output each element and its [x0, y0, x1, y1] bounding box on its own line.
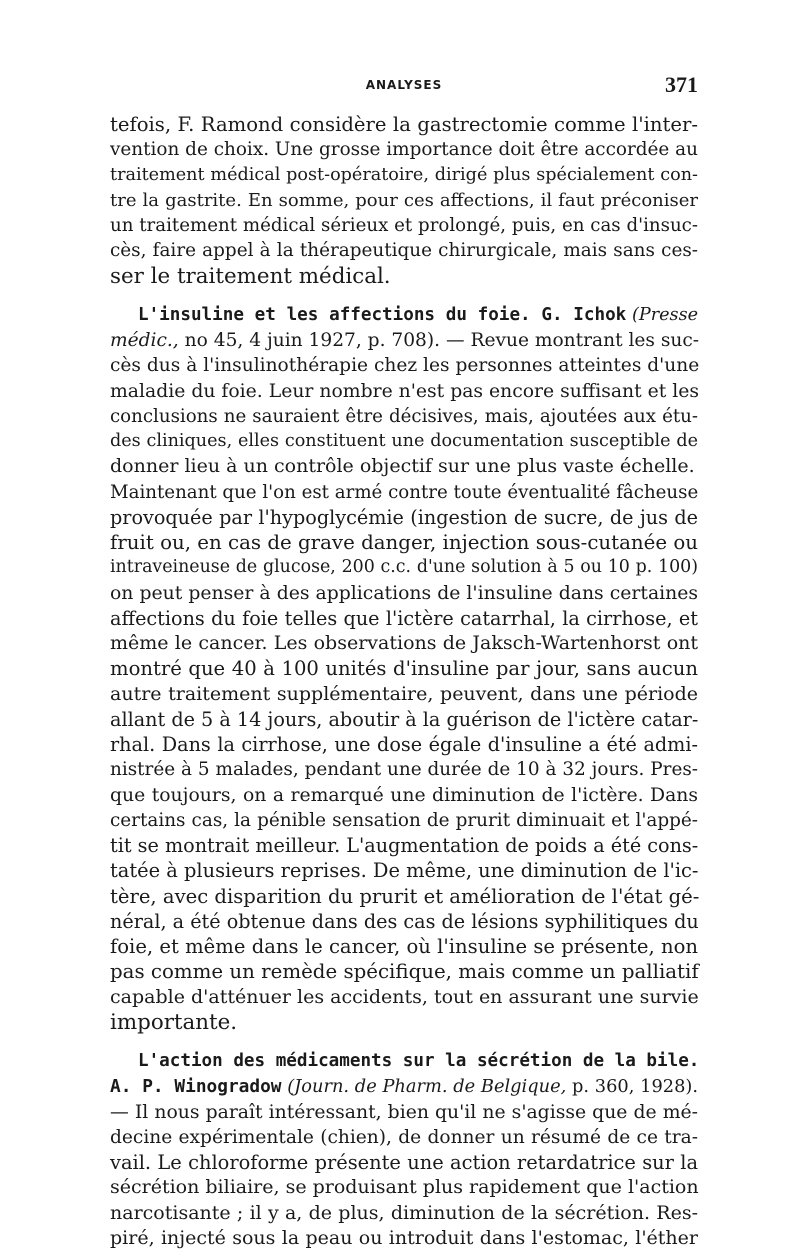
page-number: 371	[665, 72, 698, 97]
text-line: un traitement médical sérieux et prolongé, puis, en cas d'insuc-	[110, 215, 698, 236]
text-line: tatée à plusieurs reprises. De même, une diminution de l'ic-	[110, 859, 699, 883]
text-line: pas comme un remède spécifique, mais comme un palliatif	[110, 960, 699, 984]
citation-rest: no 45, 4 juin 1927, p. 708). — Revue montrant les suc-	[184, 330, 700, 351]
text-line: provoquée par l'hypoglycémie (ingestion de sucre, de jus de	[110, 505, 698, 529]
source-journal-abbrev: médic.,	[110, 330, 179, 351]
article-author: A. P. Winogradow	[110, 1076, 282, 1098]
article-heading-line	[110, 1049, 698, 1074]
text-line: capable d'atténuer les accidents, tout en assurant une survie	[110, 985, 699, 1008]
text-line: que toujours, on a remarqué une diminution de l'ictère. Dans	[110, 784, 698, 806]
source-journal: (Presse	[632, 304, 699, 325]
text-line: néral, a été obtenue dans des cas de lésions syphilitiques du	[110, 909, 699, 933]
text-line: rhal. Dans la cirrhose, une dose égale d'insuline a été admi-	[110, 733, 698, 756]
text-line: vail. Le chloroforme présente une action retardatrice sur la	[110, 1151, 698, 1174]
text-line: tère, avec disparition du prurit et amélioration de l'état gé-	[110, 884, 700, 908]
citation-line	[110, 328, 698, 353]
citation-line	[110, 1074, 698, 1099]
text-line: piré, injecté sous la peau ou introduit dans l'estomac, l'éther	[110, 1226, 698, 1249]
text-line: ser le traitement médical.	[110, 263, 391, 289]
text-line: decine expérimentale (chien), de donner un résumé de ce tra-	[110, 1126, 698, 1148]
paragraph-continuation	[110, 112, 698, 289]
text-line: tit se montrait meilleur. L'augmentation de poids a été cons-	[110, 834, 699, 857]
page	[110, 72, 698, 1251]
text-line: fruit ou, en cas de grave danger, injection sous-cutanée ou	[110, 531, 698, 554]
text-line: intraveineuse de glucose, 200 c.c. d'une solution à 5 ou 10 p. 100)	[110, 557, 698, 578]
text-line: conclusions ne sauraient être décisives, mais, ajoutées aux étu-	[110, 405, 698, 427]
text-line: cès dus à l'insulinothérapie chez les personnes atteintes d'une	[110, 355, 700, 377]
text-line: — Il nous paraît intéressant, bien qu'il ne s'agisse que de mé-	[110, 1101, 698, 1123]
text-line: foie, et même dans le cancer, où l'insuline se présente, non	[110, 935, 698, 958]
text-line: narcotisante ; il y a, de plus, diminution de la sécrétion. Res-	[110, 1201, 698, 1224]
text-line: tefois, F. Ramond considère la gastrectomie comme l'inter-	[110, 113, 698, 136]
text-line: maladie du foie. Leur nombre n'est pas encore suffisant et les	[110, 380, 700, 402]
running-head	[110, 72, 698, 98]
article-insuline	[110, 303, 698, 1035]
text-line: donner lieu à un contrôle objectif sur une plus vaste échelle.	[110, 455, 695, 478]
text-line: autre traitement supplémentaire, peuvent, dans une période	[110, 682, 698, 705]
source-ref: p. 360, 1928).	[572, 1076, 698, 1098]
text-line: cès, faire appel à la thérapeutique chirurgicale, mais sans ces-	[110, 240, 698, 262]
article-heading-line	[110, 303, 698, 328]
text-line: importante.	[110, 1009, 238, 1035]
text-line: on peut penser à des applications de l'insuline dans certaines	[110, 582, 698, 604]
text-line: sécrétion biliaire, se produisant plus rapidement que l'action	[110, 1176, 699, 1199]
article-title: L'action des médicaments sur la sécrétion de la bile.	[138, 1051, 700, 1071]
text-line: affections du foie telles que l'ictère catarrhal, la cirrhose, et	[110, 606, 698, 630]
text-line: nistrée à 5 malades, pendant une durée de 10 à 32 jours. Pres-	[110, 759, 698, 781]
source-journal: (Journ. de Pharm. de Belgique,	[287, 1076, 567, 1098]
text-line: des cliniques, elles constituent une documentation susceptible de	[110, 431, 698, 451]
text-line: même le cancer. Les observations de Jaksch-Wartenhorst ont	[110, 632, 698, 654]
text-line: allant de 5 à 14 jours, aboutir à la guérison de l'ictère catar-	[110, 707, 699, 731]
article-medicaments	[110, 1049, 698, 1251]
text-line: tre la gastrite. En somme, pour ces affections, il faut préconiser	[110, 189, 698, 211]
text-line: vention de choix. Une grosse importance doit être accordée au	[110, 139, 698, 161]
text-line: traitement médical post-opératoire, dirigé plus spécialement con-	[110, 164, 698, 185]
running-title: ANALYSES	[365, 78, 443, 92]
text-line: montré que 40 à 100 unités d'insuline par jour, sans aucun	[110, 657, 698, 681]
text-line: certains cas, la pénible sensation de prurit diminuait et l'appé-	[110, 809, 698, 831]
text-line: Maintenant que l'on est armé contre toute éventualité fâcheuse	[110, 481, 699, 503]
article-title: L'insuline et les affections du foie. G. Ichok	[138, 304, 627, 325]
